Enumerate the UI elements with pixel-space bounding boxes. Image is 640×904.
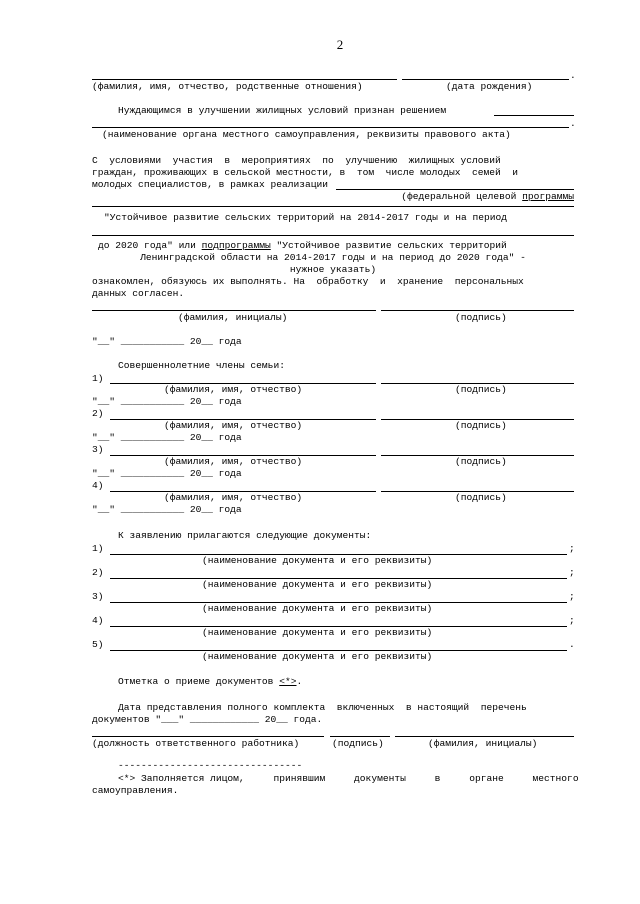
footnote-link[interactable]: <*> — [279, 676, 297, 687]
caption-fio: (фамилия, имя, отчество) — [164, 384, 303, 395]
caption-document: (наименование документа и его реквизиты) — [202, 627, 433, 638]
caption-document: (наименование документа и его реквизиты) — [202, 579, 433, 590]
program-title-line-2: до 2020 года" или подпрограммы "Устойчивое развитие сельских территорий — [98, 240, 507, 251]
line-end-dot: . — [570, 118, 576, 129]
fill-line — [92, 127, 569, 128]
family-heading: Совершеннолетние члены семьи: — [118, 360, 285, 371]
fill-line — [381, 310, 574, 311]
caption-name-initials: (фамилия, инициалы) — [178, 312, 288, 323]
family-date-line: "__" ___________ 20__ года — [92, 504, 242, 515]
subprogram-link[interactable]: подпрограммы — [201, 240, 271, 251]
document-number: 2) — [92, 567, 104, 578]
needy-recognized-text: Нуждающимся в улучшении жилищных условий признан решением — [118, 105, 447, 116]
family-member-number: 2) — [92, 408, 104, 419]
family-member-number: 4) — [92, 480, 104, 491]
caption-document: (наименование документа и его реквизиты) — [202, 603, 433, 614]
program-title-line-1: "Устойчивое развитие сельских территорий на 2014-2017 годы и на период — [104, 212, 508, 223]
fill-line — [92, 310, 376, 311]
fill-line — [494, 115, 574, 116]
caption-signature: (подпись) — [455, 456, 507, 467]
document-number: 5) — [92, 639, 104, 650]
document-number: 3) — [92, 591, 104, 602]
fill-line — [92, 235, 574, 236]
document-end-mark: . — [569, 639, 575, 650]
caption-signature: (подпись) — [455, 420, 507, 431]
consent-line-1: ознакомлен, обязуюсь их выполнять. На обработку и хранение персональных — [92, 276, 524, 287]
document-end-mark: ; — [569, 615, 575, 626]
caption-full-name-relation: (фамилия, имя, отчество, родственные отношения) — [92, 81, 363, 92]
program-title-line-3: Ленинградской области на 2014-2017 годы и на период до 2020 года" - — [140, 252, 526, 263]
caption-fio: (фамилия, имя, отчество) — [164, 492, 303, 503]
caption-signature: (подпись) — [455, 312, 507, 323]
caption-signature: (подпись) — [332, 738, 384, 749]
fill-line — [330, 736, 390, 737]
caption-authority: (наименование органа местного самоуправления, реквизиты правового акта) — [102, 129, 511, 140]
conditions-line-2: граждан, проживающих в сельской местности, в том числе молодых семей и — [92, 167, 519, 178]
family-date-line: "__" ___________ 20__ года — [92, 468, 242, 479]
document-end-mark: ; — [569, 567, 575, 578]
conditions-line-1: С условиями участия в мероприятиях по улучшению жилищных условий — [92, 155, 501, 166]
caption-signature: (подпись) — [455, 492, 507, 503]
consent-line-2: данных согласен. — [92, 288, 185, 299]
caption-fio: (фамилия, имя, отчество) — [164, 420, 303, 431]
caption-fio: (фамилия, имя, отчество) — [164, 456, 303, 467]
document-end-mark: ; — [569, 543, 575, 554]
family-member-number: 1) — [92, 373, 104, 384]
document-end-mark: ; — [569, 591, 575, 602]
full-set-line-1: Дата представления полного комплекта включенных в настоящий перечень — [118, 702, 527, 713]
caption-signature: (подпись) — [455, 384, 507, 395]
caption-staff-position: (должность ответственного работника) — [92, 738, 300, 749]
fill-line — [92, 736, 324, 737]
footnote-line-1: <*> Заполняется лицом, принявшим документы в органе местного — [118, 773, 579, 784]
fill-line — [402, 79, 569, 80]
federal-program-label: (федеральной целевой программы — [401, 191, 574, 202]
document-number: 1) — [92, 543, 104, 554]
page-number: 2 — [336, 37, 344, 52]
receipt-mark-line: Отметка о приеме документов <*>. — [118, 676, 303, 687]
caption-name-initials: (фамилия, инициалы) — [428, 738, 538, 749]
line-end-dot: . — [570, 70, 576, 81]
fill-line — [395, 736, 574, 737]
date-line: "__" ___________ 20__ года — [92, 336, 242, 347]
family-member-number: 3) — [92, 444, 104, 455]
family-date-line: "__" ___________ 20__ года — [92, 396, 242, 407]
program-title-line-4: нужное указать) — [289, 264, 377, 275]
footnote-separator: -------------------------------- — [118, 760, 303, 771]
documents-heading: К заявлению прилагаются следующие документы: — [118, 530, 372, 541]
fill-line — [92, 206, 574, 207]
caption-document: (наименование документа и его реквизиты) — [202, 651, 433, 662]
footnote-line-2: самоуправления. — [92, 785, 179, 796]
fill-line — [92, 79, 397, 80]
conditions-line-3: молодых специалистов, в рамках реализации — [92, 179, 329, 190]
caption-document: (наименование документа и его реквизиты) — [202, 555, 433, 566]
family-date-line: "__" ___________ 20__ года — [92, 432, 242, 443]
program-link[interactable]: программы — [522, 191, 574, 202]
fill-line — [336, 189, 574, 190]
full-set-line-2: документов "___" ____________ 20__ года. — [92, 714, 323, 725]
document-number: 4) — [92, 615, 104, 626]
caption-birth-date: (дата рождения) — [446, 81, 533, 92]
